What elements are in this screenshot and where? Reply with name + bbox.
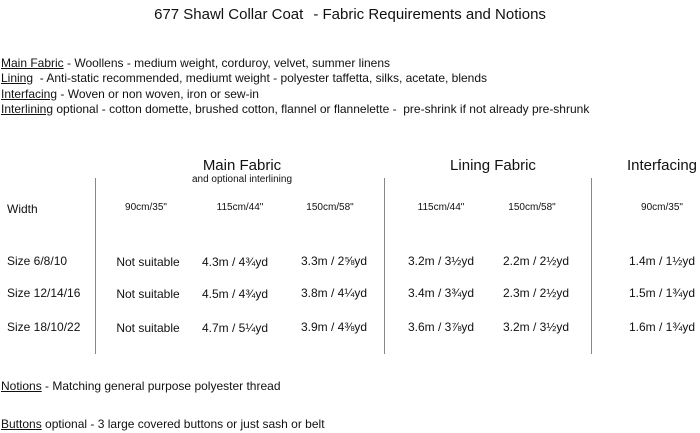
table-cell: 4.5m / 4¾yd (201, 287, 269, 301)
requirement-lining (1, 71, 487, 86)
table-divider (384, 178, 385, 354)
group-subheader-interlining: and optional interlining (191, 174, 293, 185)
column-width-header: 90cm/35" (641, 202, 683, 213)
table-cell: Not suitable (116, 255, 180, 269)
row-label-size: Size 18/10/22 (7, 320, 81, 334)
group-header-interfacing: Interfacing (626, 157, 698, 174)
table-cell: Not suitable (116, 321, 180, 335)
requirement-label: Main Fabric (1, 56, 64, 70)
table-cell: 3.2m / 3½yd (407, 254, 475, 268)
title-subtitle: - Fabric Requirements and Notions (313, 6, 546, 23)
column-width-header: 150cm/58" (306, 202, 354, 213)
requirement-label: Lining (1, 71, 34, 85)
table-cell: 3.8m / 4¼yd (300, 286, 368, 300)
column-width-header: 115cm/44" (216, 202, 264, 213)
column-width-header: 150cm/58" (508, 202, 556, 213)
group-header-lining-fabric: Lining Fabric (450, 157, 536, 174)
row-label-size: Size 6/8/10 (7, 254, 68, 268)
notions-line (1, 379, 281, 393)
table-cell: 1.4m / 1½yd (628, 254, 696, 268)
buttons-line (1, 417, 325, 431)
table-divider (95, 178, 96, 354)
table-cell: 4.3m / 4¾yd (201, 255, 269, 269)
row-label-size: Size 12/14/16 (7, 286, 81, 300)
buttons-text: optional - 3 large covered buttons or just sash or belt (41, 417, 325, 431)
requirement-interfacing (1, 87, 259, 102)
requirement-interlining (1, 102, 589, 117)
requirement-text: - Woollens - medium weight, corduroy, velvet, summer linens (63, 56, 391, 70)
requirement-main-fabric (1, 56, 390, 71)
column-width-header: 115cm/44" (417, 202, 465, 213)
page-title (0, 6, 700, 23)
table-cell: 3.3m / 2⅝yd (300, 254, 368, 268)
title-pattern-name: 677 Shawl Collar Coat (154, 6, 304, 23)
requirement-label: Interfacing (1, 87, 58, 101)
table-cell: Not suitable (116, 287, 180, 301)
column-width-header: 90cm/35" (125, 202, 167, 213)
table-cell: 3.9m / 4⅜yd (300, 320, 368, 334)
requirement-text: optional - cotton domette, brushed cotton, flannel or flannelette - pre-shrink if not already pre-shrunk (53, 102, 590, 116)
notions-text: - Matching general purpose polyester thread (41, 379, 281, 393)
table-cell: 3.2m / 3½yd (502, 320, 570, 334)
table-cell: 4.7m / 5¼yd (201, 321, 269, 335)
table-cell: 1.5m / 1¾yd (628, 286, 696, 300)
requirement-text: - Woven or non woven, iron or sew-in (57, 87, 259, 101)
notions-label: Notions (1, 379, 42, 393)
table-cell: 3.6m / 3⅞yd (407, 320, 475, 334)
buttons-label: Buttons (1, 417, 42, 431)
requirement-text: - Anti-static recommended, mediumt weight - polyester taffetta, silks, acetate, blends (33, 71, 488, 85)
table-cell: 3.4m / 3¾yd (407, 286, 475, 300)
table-divider (591, 178, 592, 354)
width-label: Width (7, 202, 38, 216)
requirement-label: Interlining (1, 102, 54, 116)
group-header-main-fabric: Main Fabric (202, 157, 282, 174)
table-cell: 1.6m / 1¾yd (628, 320, 696, 334)
table-cell: 2.2m / 2½yd (502, 254, 570, 268)
table-cell: 2.3m / 2½yd (502, 286, 570, 300)
